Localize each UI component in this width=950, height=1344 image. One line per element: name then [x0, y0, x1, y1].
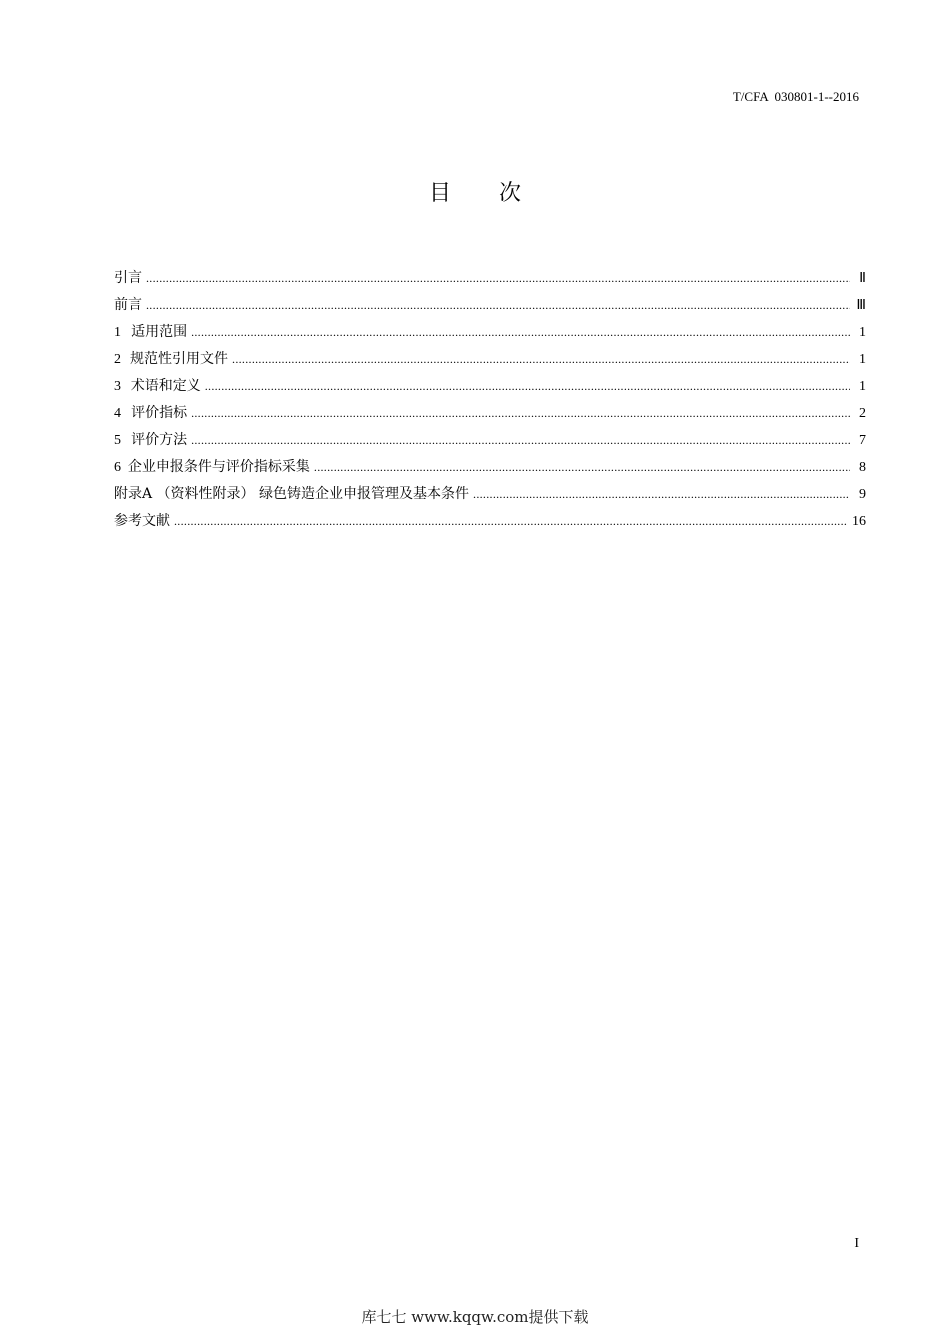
toc-entry-page: 1: [859, 325, 866, 340]
toc-entry-label: 术语和定义: [130, 378, 201, 394]
toc-entry-page: 2: [859, 406, 866, 421]
toc-entry-page: 1: [859, 379, 866, 394]
toc-dot-leader: [191, 319, 850, 346]
toc-entry-page: 8: [859, 460, 866, 475]
toc-dot-leader: [191, 400, 850, 427]
toc-entry-page: Ⅱ: [859, 271, 866, 286]
table-of-contents: [114, 265, 866, 535]
toc-dot-leader: [191, 427, 850, 454]
toc-entry-number: 1: [114, 325, 121, 340]
toc-dot-leader: [473, 481, 850, 508]
toc-title: 目次: [428, 181, 569, 206]
toc-entry-page: 1: [859, 352, 866, 367]
toc-entry-label: 附录A （资料性附录） 绿色铸造企业申报管理及基本条件: [114, 486, 470, 502]
toc-entry-bibliography[interactable]: [114, 508, 866, 535]
toc-entry-evaluation-indicators[interactable]: [114, 400, 866, 427]
toc-dot-leader: [146, 292, 850, 319]
toc-entry-application-conditions[interactable]: [114, 454, 866, 481]
toc-entry-number: 6: [114, 460, 121, 475]
footer-watermark: 库七七 www.kqqw.com提供下载: [361, 1308, 589, 1326]
document-code: T/CFA 030801-1--2016: [732, 89, 859, 104]
toc-entry-label: 规范性引用文件: [130, 351, 229, 367]
toc-entry-foreword[interactable]: [114, 292, 866, 319]
toc-entry-number: 4: [114, 406, 121, 421]
toc-entry-label: 评价指标: [131, 405, 188, 421]
toc-entry-appendix-a[interactable]: [114, 481, 866, 508]
toc-entry-page: 9: [859, 487, 866, 502]
toc-dot-leader: [205, 373, 850, 400]
toc-entry-terms-definitions[interactable]: [114, 373, 866, 400]
toc-entry-number: 5: [114, 433, 121, 448]
toc-entry-number: 2: [114, 352, 121, 367]
toc-entry-label: 参考文献: [114, 513, 170, 529]
toc-entry-page: Ⅲ: [856, 298, 866, 313]
toc-entry-scope[interactable]: [114, 319, 866, 346]
toc-entry-normative-references[interactable]: [114, 346, 866, 373]
toc-dot-leader: [146, 265, 850, 292]
toc-entry-label: 引言: [114, 270, 142, 286]
toc-entry-introduction[interactable]: [114, 265, 866, 292]
toc-entry-label: 企业申报条件与评价指标采集: [127, 459, 310, 475]
toc-entry-evaluation-methods[interactable]: [114, 427, 866, 454]
toc-dot-leader: [174, 508, 848, 535]
toc-dot-leader: [314, 454, 850, 481]
toc-entry-label: 前言: [114, 297, 142, 313]
page-number: I: [854, 1236, 859, 1251]
toc-dot-leader: [232, 346, 850, 373]
toc-entry-number: 3: [114, 379, 121, 394]
toc-entry-label: 适用范围: [131, 324, 188, 340]
toc-entry-label: 评价方法: [131, 432, 188, 448]
toc-entry-page: 16: [852, 514, 866, 529]
toc-entry-page: 7: [859, 433, 866, 448]
